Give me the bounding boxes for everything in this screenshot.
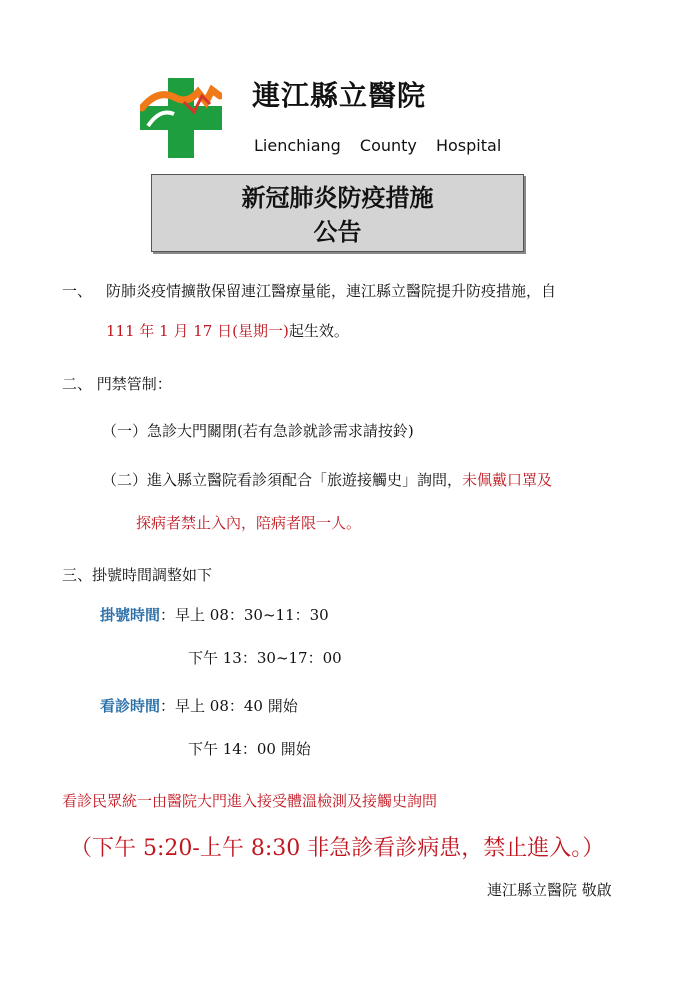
announcement-title-box: [151, 174, 524, 252]
section-1-text: 防肺炎疫情擴散保留連江醫療量能，連江縣立醫院提升防疫措施，自: [106, 282, 557, 300]
registration-label: 掛號時間: [100, 606, 161, 624]
mask-requirement: 未佩戴口罩及: [462, 471, 553, 489]
clinic-hours-pm: 下午 14：00 開始: [188, 740, 311, 758]
clinic-am-time: ：早上 08：40 開始: [160, 697, 298, 715]
section-2-item-2: [102, 469, 552, 490]
section-1-number: 一、: [62, 282, 93, 300]
registration-hours-am: [100, 604, 329, 625]
entry-notice: 看診民眾統一由醫院大門進入接受體溫檢測及接觸史詢問: [62, 792, 438, 810]
registration-am-time: ：早上 08：30~11：30: [160, 606, 329, 624]
clinic-label: 看診時間: [100, 697, 161, 715]
signature: 連江縣立醫院 敬啟: [487, 881, 612, 899]
section-1-date-line: [106, 320, 349, 341]
registration-hours-pm: 下午 13：30~17：00: [188, 649, 342, 667]
closed-hours-notice: （下午 5:20-上午 8:30 非急診看診病患，禁止進入。）: [70, 836, 605, 861]
section-2-item-1: （一）急診大門關閉(若有急診就診需求請按鈴): [102, 422, 414, 440]
title-line-2: 公告: [313, 217, 362, 246]
clinic-hours-am: [100, 695, 298, 716]
title-line-1: 新冠肺炎防疫措施: [241, 183, 434, 212]
hospital-cross-icon: [140, 78, 222, 158]
hospital-name-en: Lienchiang County Hospital: [254, 136, 502, 155]
hospital-logo: [140, 78, 222, 158]
effective-tail: 起生效。: [288, 322, 349, 340]
effective-date: 111 年 1 月 17 日(星期一): [106, 322, 289, 340]
section-2-item-2-text: （二）進入縣立醫院看診須配合「旅遊接觸史」詢問，: [102, 471, 463, 489]
section-3-heading: 三、掛號時間調整如下: [62, 566, 213, 584]
visitor-restriction: 探病者禁止入內，陪病者限一人。: [136, 514, 362, 532]
section-2-heading: 二、 門禁管制：: [62, 375, 172, 393]
hospital-name-zh: 連江縣立醫院: [252, 79, 427, 112]
